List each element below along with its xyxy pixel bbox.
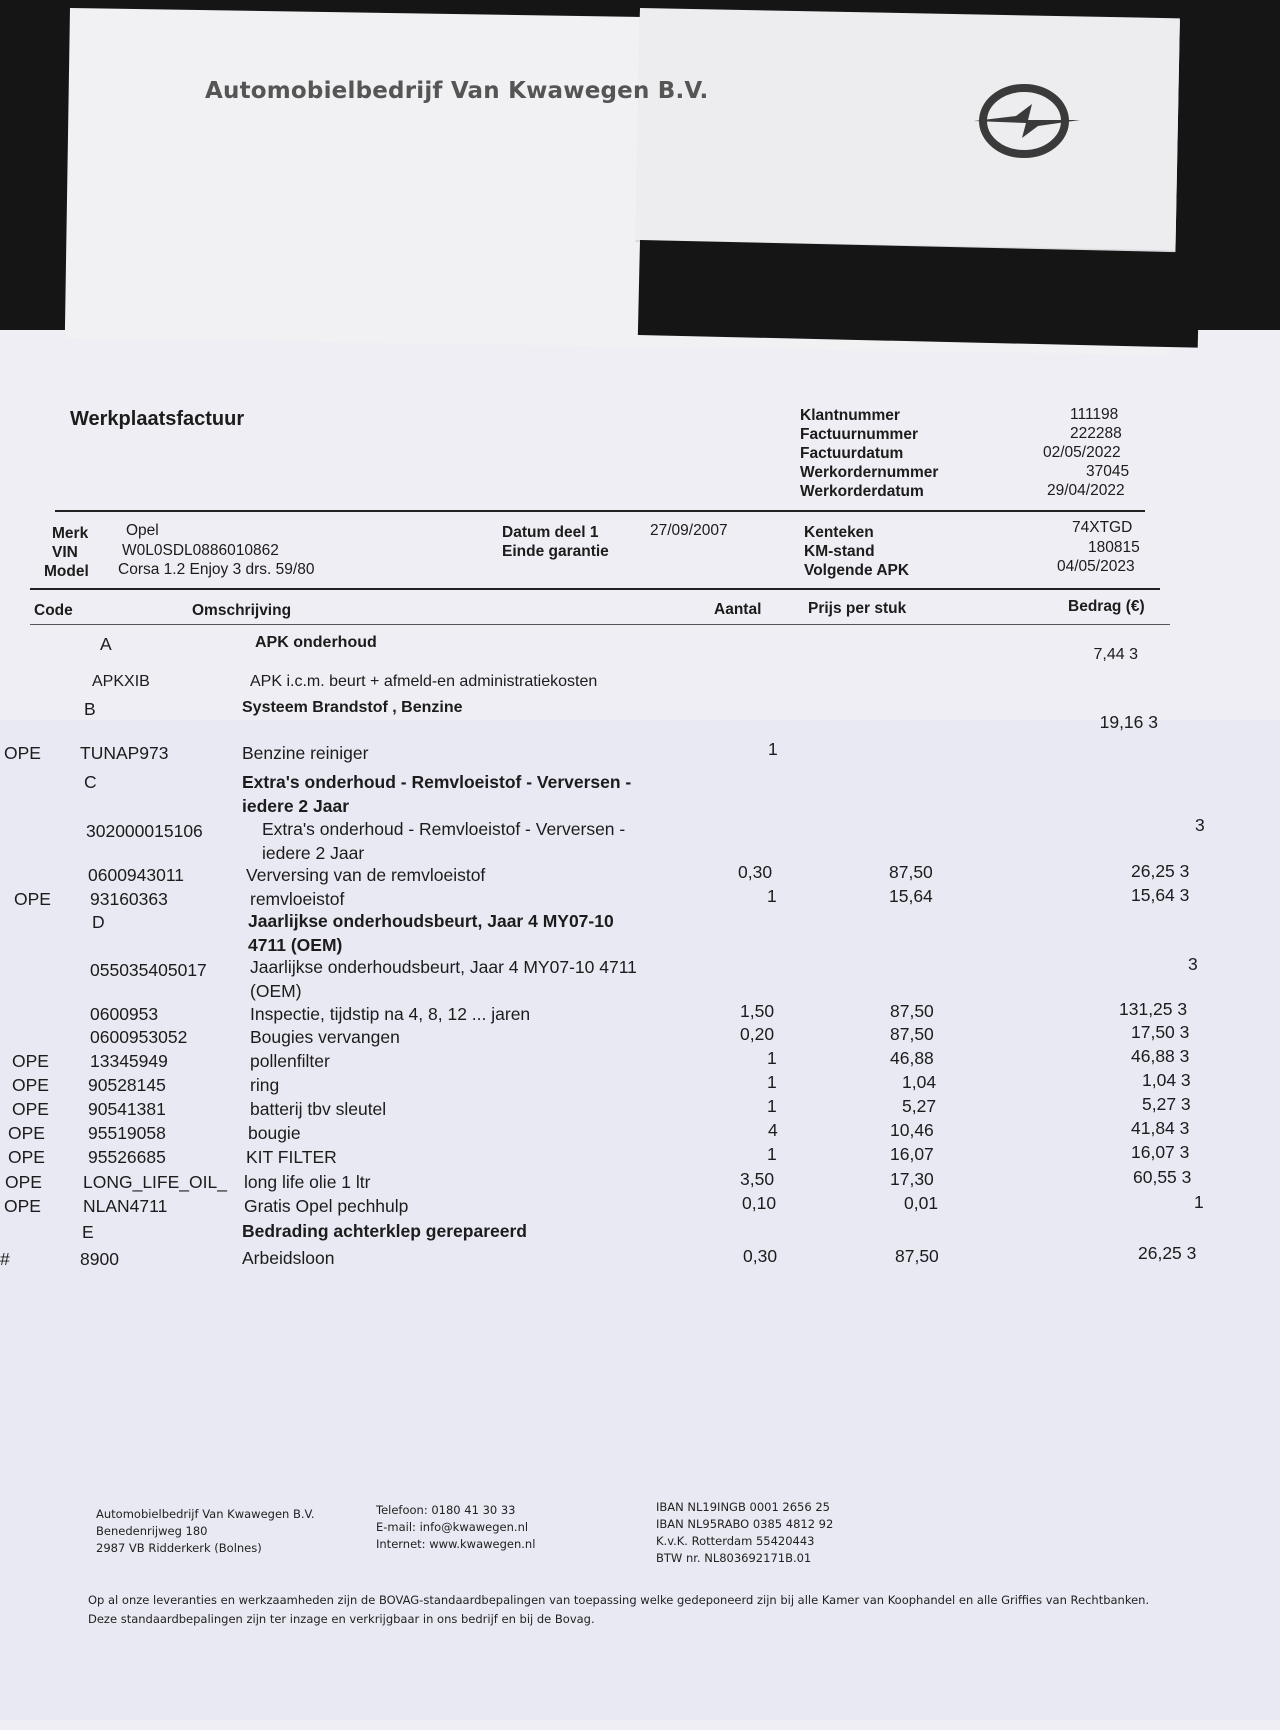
footer-terms [88,1591,1149,1629]
line-code: 0600953 [90,1004,159,1024]
line-prijs: 87,50 [895,1246,939,1266]
line-bedrag: 1,04 3 [1142,1070,1191,1090]
line-bedrag: 19,16 3 [1099,712,1158,732]
line-bedrag: 131,25 3 [1119,999,1188,1019]
datum-deel1-value: 27/09/2007 [650,522,728,539]
footer-line: IBAN NL95RABO 0385 4812 92 [656,1517,834,1531]
line-desc: APK onderhoud [255,634,377,651]
footer-line: Telefoon: 0180 41 30 33 [376,1503,516,1517]
company-name: Automobielbedrijf Van Kwawegen B.V. [205,78,709,104]
meta-value: 222288 [1070,425,1122,442]
footer-contact [376,1502,535,1553]
line-bedrag: 16,07 3 [1131,1142,1190,1162]
line-desc: Benzine reiniger [242,743,369,763]
line-code: NLAN4711 [83,1196,168,1216]
line-aantal: 1,50 [740,1001,775,1021]
line-pre: OPE [12,1099,49,1119]
meta-label: Werkordernummer [800,464,939,481]
line-aantal: 1 [767,886,777,906]
line-prijs: 16,07 [890,1144,934,1164]
kenteken-label: Kenteken [804,524,874,541]
paper-folded-flap [636,8,1180,250]
line-aantal: 0,10 [742,1193,777,1213]
line-code: B [84,699,96,719]
col-bedrag: Bedrag (€) [1068,598,1145,615]
line-aantal: 1 [767,1096,777,1116]
apk-value: 04/05/2023 [1057,558,1135,575]
merk-value: Opel [126,522,159,539]
background-gap [638,240,1200,348]
merk-label: Merk [52,525,89,542]
einde-garantie-label: Einde garantie [502,543,609,560]
line-prijs: 0,01 [904,1193,939,1213]
apk-label: Volgende APK [804,562,910,579]
footer-line: Internet: www.kwawegen.nl [376,1537,536,1551]
line-desc: KIT FILTER [246,1147,337,1167]
meta-label: Factuurdatum [800,445,904,462]
line-desc: (OEM) [250,981,302,1001]
line-desc: Systeem Brandstof , Benzine [242,699,463,716]
line-desc: Inspectie, tijdstip na 4, 8, 12 ... jaren [250,1004,531,1024]
line-prijs: 87,50 [889,862,933,882]
line-prijs: 46,88 [890,1048,934,1068]
vin-value: W0L0SDL0886010862 [122,542,279,559]
line-code: APKXIB [92,673,150,690]
line-desc: ring [250,1075,280,1095]
line-bedrag: 5,27 3 [1142,1094,1191,1114]
line-pre: OPE [4,743,41,763]
line-desc: Bougies vervangen [250,1027,400,1047]
km-label: KM-stand [804,543,875,560]
line-aantal: 4 [768,1120,778,1140]
line-code: 93160363 [90,889,168,909]
line-pre: OPE [12,1051,49,1071]
line-pre: OPE [8,1147,45,1167]
paper-shade [0,720,1280,1720]
line-desc: long life olie 1 ltr [244,1172,371,1192]
line-pre: OPE [8,1123,45,1143]
line-code: 0600943011 [88,865,185,885]
footer-address [96,1506,315,1557]
line-aantal: 1 [767,1144,777,1164]
line-pre: OPE [4,1196,41,1216]
meta-label: Klantnummer [800,407,900,424]
line-pre: OPE [12,1075,49,1095]
opel-logo-icon [972,80,1082,162]
meta-value: 02/05/2022 [1043,444,1121,461]
line-aantal: 1 [767,1048,777,1068]
line-aantal: 3,50 [740,1169,775,1189]
line-aantal: 1 [767,1072,777,1092]
line-desc: remvloeistof [250,889,345,909]
line-code: C [84,772,97,792]
line-prijs: 10,46 [890,1120,934,1140]
line-bedrag: 26,25 3 [1138,1243,1197,1263]
line-prijs: 87,50 [890,1001,934,1021]
model-label: Model [44,563,89,580]
line-prijs: 17,30 [890,1169,934,1189]
line-code: 13345949 [90,1051,168,1071]
kenteken-value: 74XTGD [1072,519,1133,536]
line-pre: OPE [5,1172,42,1192]
line-desc: bougie [248,1123,301,1143]
footer-line: 2987 VB Ridderkerk (Bolnes) [96,1541,262,1555]
terms-line: Deze standaardbepalingen zijn ter inzage en verkrijgbaar in ons bedrijf en bij de Bovag. [88,1612,595,1626]
km-value: 180815 [1088,539,1140,556]
line-code: 055035405017 [90,960,207,980]
line-bedrag: 41,84 3 [1131,1118,1190,1138]
datum-deel1-label: Datum deel 1 [502,524,599,541]
meta-value: 111198 [1070,406,1119,423]
line-code: 95526685 [88,1147,166,1167]
line-desc: iedere 2 Jaar [242,796,350,816]
line-bedrag: 15,64 3 [1131,885,1190,905]
line-aantal: 0,20 [740,1024,775,1044]
line-prijs: 5,27 [902,1096,937,1116]
line-code: TUNAP973 [80,743,169,763]
col-code: Code [34,602,73,619]
col-omschrijving: Omschrijving [192,602,292,619]
line-pre: OPE [14,889,51,909]
footer-line: BTW nr. NL803692171B.01 [656,1551,812,1565]
footer-bank [656,1499,833,1567]
line-bedrag: 7,44 3 [1093,646,1138,663]
line-code: LONG_LIFE_OIL_ [83,1172,227,1192]
line-desc: Verversing van de remvloeistof [246,865,486,885]
line-code: 302000015106 [86,821,203,841]
line-bedrag: 60,55 3 [1133,1167,1192,1187]
line-desc: iedere 2 Jaar [262,843,365,863]
line-code: A [100,634,112,654]
meta-value: 29/04/2022 [1047,482,1125,499]
divider [55,510,1145,512]
line-desc: Arbeidsloon [242,1248,335,1268]
line-desc: pollenfilter [250,1051,330,1071]
line-prijs: 87,50 [890,1024,934,1044]
line-code: 0600953052 [90,1027,188,1047]
line-code: 95519058 [88,1123,166,1143]
meta-value: 37045 [1086,463,1130,480]
line-aantal: 0,30 [738,862,773,882]
terms-line: Op al onze leveranties en werkzaamheden zijn de BOVAG-standaardbepalingen van toepassing welke gedeponeerd zijn bij alle Kamer van Koophandel en alle Griffies van Rechtbanken. [88,1593,1150,1607]
col-prijs: Prijs per stuk [808,600,907,617]
line-desc: Jaarlijkse onderhoudsbeurt, Jaar 4 MY07-10 4711 [250,957,637,977]
line-desc: Jaarlijkse onderhoudsbeurt, Jaar 4 MY07-10 [248,911,614,931]
line-bedrag: 3 [1195,815,1205,835]
line-desc: APK i.c.m. beurt + afmeld-en administratiekosten [250,673,598,690]
line-pre: # [0,1249,10,1269]
line-code: E [82,1222,94,1242]
divider [30,588,1160,590]
col-aantal: Aantal [714,601,762,618]
line-prijs: 1,04 [902,1072,937,1092]
line-code: 90528145 [88,1075,166,1095]
line-desc: Extra's onderhoud - Remvloeistof - Verversen - [262,819,626,839]
footer-line: Benedenrijweg 180 [96,1524,208,1538]
meta-label: Factuurnummer [800,426,918,443]
line-aantal: 1 [768,739,778,759]
footer-line: E-mail: info@kwawegen.nl [376,1520,529,1534]
line-code: D [92,912,105,932]
invoice-title: Werkplaatsfactuur [70,408,245,430]
line-bedrag: 46,88 3 [1131,1046,1190,1066]
line-bedrag: 3 [1188,954,1198,974]
model-value: Corsa 1.2 Enjoy 3 drs. 59/80 [118,561,315,578]
line-desc: batterij tbv sleutel [250,1099,387,1119]
line-bedrag: 1 [1194,1192,1204,1212]
line-bedrag: 26,25 3 [1131,861,1190,881]
line-prijs: 15,64 [889,886,933,906]
line-desc: 4711 (OEM) [248,935,343,955]
footer-line: Automobielbedrijf Van Kwawegen B.V. [96,1507,315,1521]
line-bedrag: 17,50 3 [1131,1022,1190,1042]
divider [30,624,1170,625]
line-code: 90541381 [88,1099,166,1119]
meta-label: Werkorderdatum [800,483,924,500]
vin-label: VIN [52,544,78,561]
footer-line: IBAN NL19INGB 0001 2656 25 [656,1500,830,1514]
line-desc: Extra's onderhoud - Remvloeistof - Verversen - [242,772,632,792]
footer-line: K.v.K. Rotterdam 55420443 [656,1534,815,1548]
line-desc: Gratis Opel pechhulp [244,1196,409,1216]
line-aantal: 0,30 [743,1246,778,1266]
line-code: 8900 [80,1249,119,1269]
line-desc: Bedrading achterklep gerepareerd [242,1221,527,1241]
